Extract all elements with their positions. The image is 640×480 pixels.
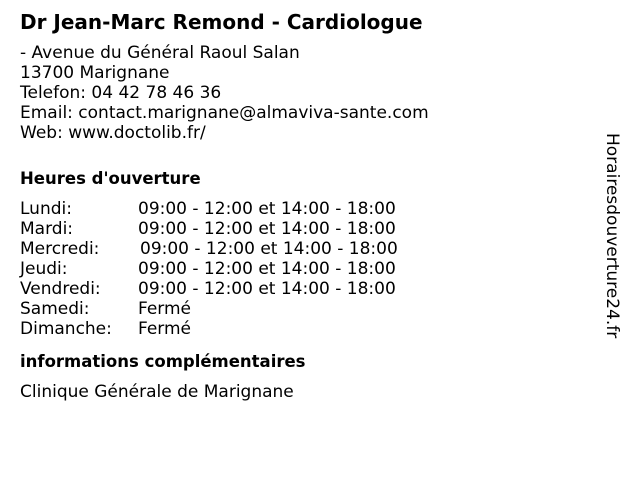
hours-row-tuesday	[20, 219, 600, 239]
day-label: Samedi:	[20, 299, 90, 319]
phone-number: Telefon: 04 42 78 46 36	[20, 83, 222, 103]
time-value: Fermé	[138, 319, 192, 339]
contact-block	[20, 43, 600, 143]
time-value: 09:00 - 12:00 et 14:00 - 18:00	[138, 259, 396, 279]
opening-hours-heading: Heures d'ouverture	[20, 169, 201, 188]
day-label: Lundi:	[20, 199, 72, 219]
day-label: Jeudi:	[20, 259, 68, 279]
additional-info-text: Clinique Générale de Marignane	[20, 382, 294, 402]
day-label: Vendredi:	[20, 279, 101, 299]
email-address: Email: contact.marignane@almaviva-sante.com	[20, 103, 429, 123]
additional-info-heading: informations complémentaires	[20, 352, 306, 371]
page-title: Dr Jean-Marc Remond - Cardiologue	[20, 10, 423, 34]
day-label: Mercredi:	[20, 239, 100, 259]
time-value: 09:00 - 12:00 et 14:00 - 18:00	[138, 199, 396, 219]
opening-hours-table	[20, 199, 600, 339]
hours-row-sunday	[20, 319, 600, 339]
day-label: Mardi:	[20, 219, 74, 239]
hours-row-friday	[20, 279, 600, 299]
hours-row-wednesday	[20, 239, 600, 259]
address-street: - Avenue du Général Raoul Salan	[20, 43, 300, 63]
hours-row-saturday	[20, 299, 600, 319]
time-value: 09:00 - 12:00 et 14:00 - 18:00	[140, 239, 398, 259]
website: Web: www.doctolib.fr/	[20, 123, 206, 143]
day-label: Dimanche:	[20, 319, 112, 339]
hours-row-monday	[20, 199, 600, 219]
address-city: 13700 Marignane	[20, 63, 170, 83]
site-brand-vertical: Horairesdouverture24.fr	[602, 133, 622, 339]
time-value: Fermé	[138, 299, 192, 319]
time-value: 09:00 - 12:00 et 14:00 - 18:00	[138, 279, 396, 299]
business-card	[20, 9, 600, 402]
time-value: 09:00 - 12:00 et 14:00 - 18:00	[138, 219, 396, 239]
hours-row-thursday	[20, 259, 600, 279]
